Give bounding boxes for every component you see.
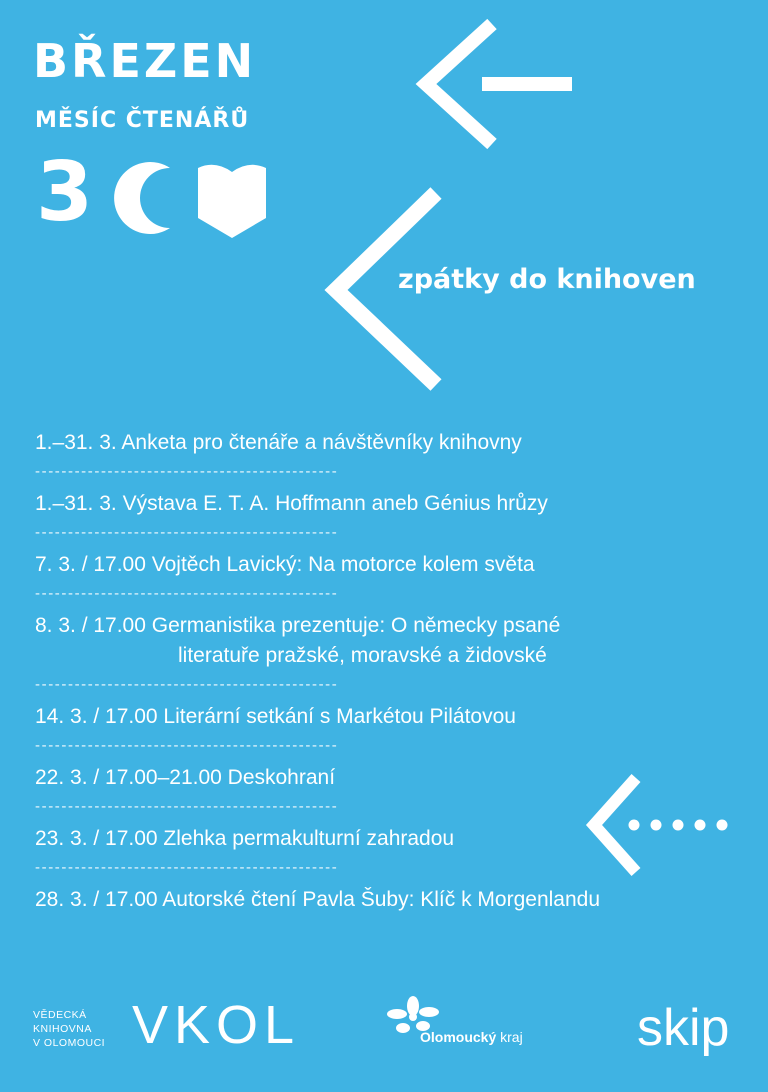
event-text: 1.–31. 3. Výstava E. T. A. Hoffmann aneb Génius hrůzy xyxy=(35,492,548,515)
header-title: BŘEZEN xyxy=(33,34,257,88)
separator: ---------------------------------------------- xyxy=(35,587,339,601)
vkol-line: VĚDECKÁ xyxy=(33,1009,87,1021)
event-text: 23. 3. / 17.00 Zlehka permakulturní zahradou xyxy=(35,827,455,850)
list-item xyxy=(35,550,755,601)
event-text-continued: literatuře pražské, moravské a židovské xyxy=(178,644,547,667)
list-item xyxy=(35,489,755,540)
header-subtitle: MĚSÍC ČTENÁŘŮ xyxy=(35,108,250,133)
list-item xyxy=(35,428,755,479)
separator: ---------------------------------------------- xyxy=(35,861,339,875)
list-item xyxy=(35,702,755,753)
event-text: 22. 3. / 17.00–21.00 Deskohraní xyxy=(35,766,336,789)
olomoucky-kraj-logo xyxy=(420,1029,523,1045)
event-text: 28. 3. / 17.00 Autorské čtení Pavla Šuby: Klíč k Morgenlandu xyxy=(35,888,601,911)
book-icon xyxy=(198,160,266,238)
vkol-small-text xyxy=(33,1008,105,1050)
separator: ---------------------------------------------- xyxy=(35,526,339,540)
vkol-line: V OLOMOUCI xyxy=(33,1037,106,1049)
logo-number: 3 xyxy=(36,145,94,240)
kraj-bold: Olomoucký xyxy=(420,1029,497,1045)
vkol-logo: VKOL xyxy=(132,995,301,1055)
list-item xyxy=(35,611,755,692)
tagline: zpátky do knihoven xyxy=(398,264,696,295)
event-text: 7. 3. / 17.00 Vojtěch Lavický: Na motorce kolem světa xyxy=(35,553,535,576)
event-text: 1.–31. 3. Anketa pro čtenáře a návštěvníky knihovny xyxy=(35,431,522,454)
separator: ---------------------------------------------- xyxy=(35,739,339,753)
arrow-left-icon xyxy=(410,14,580,154)
skip-logo: skip xyxy=(637,999,730,1057)
separator: ---------------------------------------------- xyxy=(35,800,339,814)
list-item xyxy=(35,885,755,915)
vkol-line: KNIHOVNA xyxy=(33,1023,92,1035)
event-text: 8. 3. / 17.00 Germanistika prezentuje: O německy psané xyxy=(35,614,561,637)
moon-icon xyxy=(110,160,186,236)
kraj-text: kraj xyxy=(500,1029,523,1045)
dotted-arrow-icon xyxy=(584,770,744,880)
separator: ---------------------------------------------- xyxy=(35,465,339,479)
separator: ---------------------------------------------- xyxy=(35,678,339,692)
event-text: 14. 3. / 17.00 Literární setkání s Markétou Pilátovou xyxy=(35,705,516,728)
